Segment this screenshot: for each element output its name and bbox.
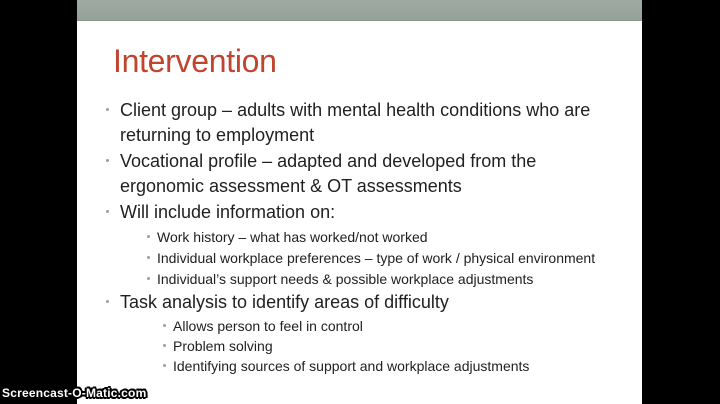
bullet-dot-icon (163, 344, 166, 347)
slide-body (77, 98, 642, 376)
list-item (77, 290, 592, 315)
slide (77, 0, 642, 404)
list-item (77, 336, 632, 356)
bullet-dot-icon (106, 300, 109, 303)
bullet-dot-icon (106, 210, 109, 213)
list-item (77, 149, 592, 198)
bullet-text: Identifying sources of support and workplace adjustments (173, 358, 530, 374)
bullet-dot-icon (106, 108, 109, 111)
bullet-text: Individual’s support needs & possible workplace adjustments (157, 270, 534, 287)
bullet-dot-icon (163, 324, 166, 327)
list-item (77, 316, 632, 336)
bullet-text: Allows person to feel in control (173, 318, 363, 334)
bullet-text: Individual workplace preferences – type of work / physical environment (157, 249, 596, 266)
slide-header-band (77, 0, 642, 21)
watermark: Screencast-O-Matic.com (2, 386, 147, 400)
slide-title: Intervention (113, 43, 277, 79)
bullet-text: Client group – adults with mental health conditions who are returning to employment (120, 100, 591, 145)
bullet-dot-icon (147, 235, 150, 238)
bullet-text: Problem solving (173, 338, 273, 354)
list-item (77, 200, 592, 225)
bullet-text: Will include information on: (120, 202, 336, 222)
list-item (77, 248, 632, 269)
bullet-dot-icon (147, 256, 150, 259)
bullet-dot-icon (147, 277, 150, 280)
bullet-dot-icon (163, 364, 166, 367)
list-item (77, 356, 632, 376)
bullet-text: Work history – what has worked/not worked (157, 228, 428, 245)
bullet-dot-icon (106, 159, 109, 162)
list-item (77, 269, 632, 290)
list-item (77, 98, 592, 147)
bullet-text: Task analysis to identify areas of difficulty (120, 291, 449, 312)
bullet-text: Vocational profile – adapted and developed from the ergonomic assessment & OT assessments (120, 151, 537, 196)
list-item (77, 227, 632, 248)
